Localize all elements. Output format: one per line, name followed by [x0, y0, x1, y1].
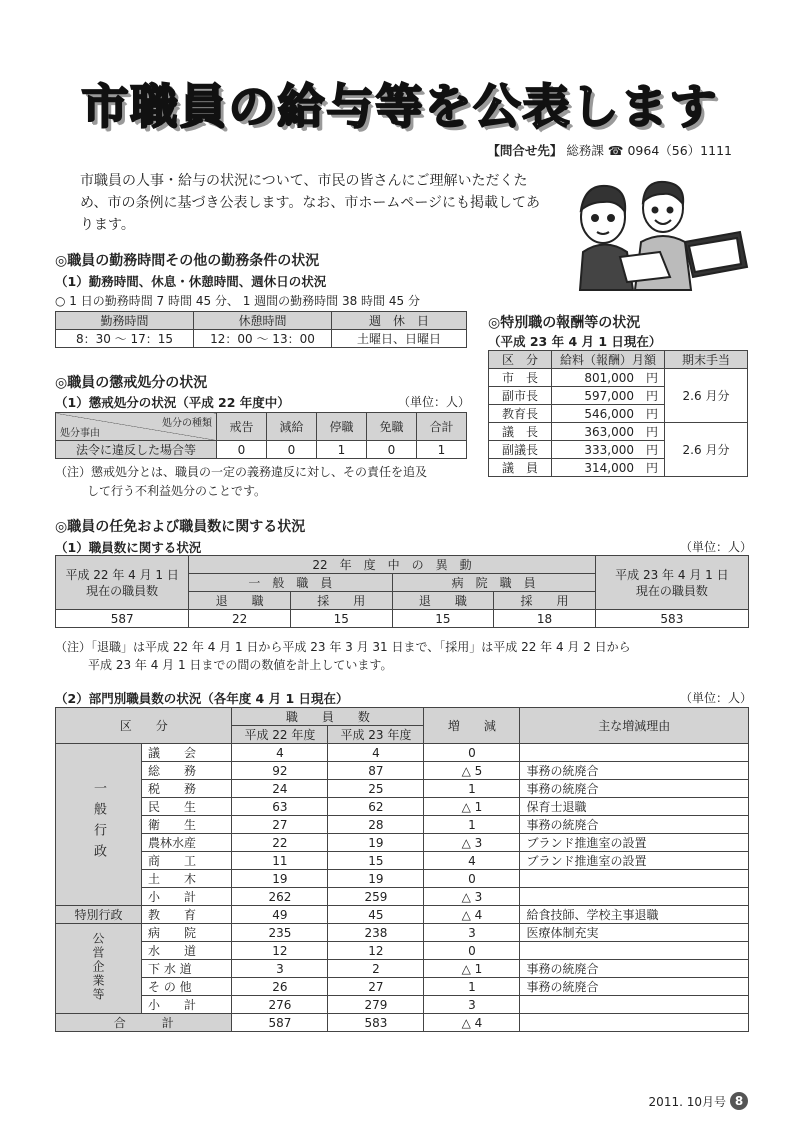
dept-diff: △ 3 — [424, 834, 520, 852]
value-total: 1 — [417, 441, 467, 459]
dept-fy23: 62 — [328, 798, 424, 816]
header-dept-class: 区 分 — [56, 708, 232, 744]
value-general-hire: 15 — [290, 610, 392, 628]
dept-name: 衛 生 — [142, 816, 232, 834]
dept-fy23: 15 — [328, 852, 424, 870]
dept-diff: 0 — [424, 942, 520, 960]
contact-dept: 総務課 — [566, 143, 604, 158]
dept-diff: 3 — [424, 996, 520, 1014]
total-fy22: 587 — [232, 1014, 328, 1032]
dept-name: 商 工 — [142, 852, 232, 870]
contact-phone: ☎ 0964（56）1111 — [607, 143, 732, 158]
total-diff: △ 4 — [424, 1014, 520, 1032]
value-start-count: 587 — [56, 610, 189, 628]
amount-mayor: 801,000 円 — [552, 369, 665, 387]
dept-fy22: 19 — [232, 870, 328, 888]
dept-diff: △ 1 — [424, 960, 520, 978]
header-staff-count: 職 員 数 — [232, 708, 424, 726]
header-fy22: 平成 22 年度 — [232, 726, 328, 744]
staff-heading: ◎職員の任免および職員数に関する状況 — [55, 519, 306, 535]
header-general-retire: 退 職 — [189, 592, 291, 610]
header-general-hire: 採 用 — [290, 592, 392, 610]
dept-reason — [520, 942, 749, 960]
dept-staff-table — [55, 707, 749, 1032]
dept-name: 病 院 — [142, 924, 232, 942]
dept-fy22: 235 — [232, 924, 328, 942]
header-hospital-staff: 病 院 職 員 — [392, 574, 595, 592]
dept-reason: 医療体制充実 — [520, 924, 749, 942]
table-row — [56, 906, 749, 924]
amount-deputy-mayor: 597,000 円 — [552, 387, 665, 405]
dept-name: 総 務 — [142, 762, 232, 780]
dept-reason: ブランド推進室の設置 — [520, 852, 749, 870]
row-label-superintendent: 教育長 — [489, 405, 552, 423]
value-hospital-retire: 15 — [392, 610, 494, 628]
dept-reason — [520, 744, 749, 762]
discipline-note-2: して行う不利益処分のことです。 — [87, 484, 267, 498]
header-work-hours: 勤務時間 — [56, 312, 194, 330]
dept-name: 税 務 — [142, 780, 232, 798]
staff-unit: （単位：人） — [680, 540, 753, 554]
corner-top-label: 処分の種類 — [162, 418, 212, 429]
discipline-heading: ◎職員の懲戒処分の状況 — [55, 375, 208, 391]
dept-reason — [520, 870, 749, 888]
dept-diff: 4 — [424, 852, 520, 870]
header-general-staff: 一 般 職 員 — [189, 574, 392, 592]
header-suspension: 停職 — [317, 413, 367, 441]
dept-reason: 給食技師、学校主事退職 — [520, 906, 749, 924]
dept-subheading: （2）部門別職員数の状況（各年度 4 月 1 日現在） — [55, 691, 349, 706]
table-row — [56, 924, 749, 942]
amount-chairman: 363,000 円 — [552, 423, 665, 441]
header-pay-cut: 減給 — [267, 413, 317, 441]
header-change: 22 年 度 中 の 異 動 — [189, 556, 595, 574]
total-row — [56, 1014, 749, 1032]
header-monthly-pay: 給料（報酬）月額 — [552, 351, 665, 369]
work-hours-table — [55, 311, 467, 348]
dept-fy23: 27 — [328, 978, 424, 996]
dept-reason — [520, 888, 749, 906]
discipline-corner — [56, 413, 217, 441]
page-footer — [649, 1092, 748, 1110]
dept-fy22: 262 — [232, 888, 328, 906]
dept-fy23: 12 — [328, 942, 424, 960]
dept-fy23: 87 — [328, 762, 424, 780]
dept-reason: 事務の統廃合 — [520, 816, 749, 834]
work-note: ○ 1 日の勤務時間 7 時間 45 分、 1 週間の勤務時間 38 時間 45 分 — [55, 294, 420, 308]
dept-fy22: 26 — [232, 978, 328, 996]
table-row — [56, 960, 749, 978]
dept-fy22: 49 — [232, 906, 328, 924]
header-end-count: 平成 23 年 4 月 1 日 現在の職員数 — [595, 556, 748, 610]
dept-diff: 0 — [424, 744, 520, 762]
page-number: 8 — [730, 1092, 748, 1110]
value-work-hours: 8：30 〜 17：15 — [56, 330, 194, 348]
dept-diff: △ 3 — [424, 888, 520, 906]
dept-name: 民 生 — [142, 798, 232, 816]
header-holidays: 週 休 日 — [332, 312, 467, 330]
group-public-label: 公営企業等 — [91, 932, 105, 1002]
header-total: 合計 — [417, 413, 467, 441]
dept-name: 小 計 — [142, 888, 232, 906]
dept-reason: 保育士退職 — [520, 798, 749, 816]
dept-diff: 3 — [424, 924, 520, 942]
dept-diff: 0 — [424, 870, 520, 888]
total-reason — [520, 1014, 749, 1032]
value-general-retire: 22 — [189, 610, 291, 628]
dept-reason: ブランド推進室の設置 — [520, 834, 749, 852]
table-row — [56, 888, 749, 906]
dept-name: 土 木 — [142, 870, 232, 888]
header-fy23: 平成 23 年度 — [328, 726, 424, 744]
bonus-council: 2.6 月分 — [665, 423, 748, 477]
value-break-time: 12：00 〜 13：00 — [194, 330, 332, 348]
dept-diff: △ 5 — [424, 762, 520, 780]
dept-name: 議 会 — [142, 744, 232, 762]
header-hospital-retire: 退 職 — [392, 592, 494, 610]
dept-fy23: 4 — [328, 744, 424, 762]
table-row — [56, 942, 749, 960]
dept-fy22: 24 — [232, 780, 328, 798]
header-dismissal: 免職 — [367, 413, 417, 441]
amount-vice-chairman: 333,000 円 — [552, 441, 665, 459]
dept-fy23: 259 — [328, 888, 424, 906]
group-special-admin: 特別行政 — [56, 906, 142, 924]
work-subheading: （1）勤務時間、休息・休憩時間、週休日の状況 — [55, 274, 327, 289]
dept-fy22: 11 — [232, 852, 328, 870]
dept-fy22: 27 — [232, 816, 328, 834]
discipline-unit: （単位：人） — [398, 395, 471, 409]
dept-diff: 1 — [424, 780, 520, 798]
value-suspension: 1 — [317, 441, 367, 459]
dept-reason: 事務の統廃合 — [520, 978, 749, 996]
contact-label: 【問合せ先】 — [487, 143, 563, 158]
amount-councilor: 314,000 円 — [552, 459, 665, 477]
dept-fy22: 63 — [232, 798, 328, 816]
staff-note-1: （注）「退職」は平成 22 年 4 月 1 日から平成 23 年 3 月 31 日まで、「採用」は平成 22 年 4 月 2 日から — [55, 640, 631, 654]
header-bonus: 期末手当 — [665, 351, 748, 369]
contact-info — [487, 141, 732, 159]
corner-bottom-label: 処分事由 — [60, 428, 100, 439]
table-row — [56, 798, 749, 816]
staff-count-table — [55, 555, 749, 628]
table-row — [56, 870, 749, 888]
discipline-subheading: （1）懲戒処分の状況（平成 22 年度中） — [55, 395, 290, 410]
dept-name: 小 計 — [142, 996, 232, 1014]
table-row — [56, 978, 749, 996]
dept-unit: （単位：人） — [680, 691, 753, 705]
row-label-vice-chairman: 副議長 — [489, 441, 552, 459]
table-row — [56, 744, 749, 762]
table-row — [56, 996, 749, 1014]
table-row — [56, 780, 749, 798]
dept-fy22: 4 — [232, 744, 328, 762]
header-hospital-hire: 採 用 — [494, 592, 596, 610]
table-row — [56, 852, 749, 870]
value-reprimand: 0 — [217, 441, 267, 459]
table-row — [56, 816, 749, 834]
dept-fy22: 276 — [232, 996, 328, 1014]
intro-text: 市職員の人事・給与の状況について、市民の皆さんにご理解いただくため、市の条例に基づき公表します。なお、市ホームページにも掲載してあります。 — [80, 173, 541, 233]
special-pay-table — [488, 350, 748, 477]
dept-reason: 事務の統廃合 — [520, 762, 749, 780]
row-label-violation: 法令に違反した場合等 — [56, 441, 217, 459]
row-label-mayor: 市 長 — [489, 369, 552, 387]
work-heading: ◎職員の勤務時間その他の勤務条件の状況 — [55, 253, 320, 269]
total-label: 合 計 — [56, 1014, 232, 1032]
dept-reason: 事務の統廃合 — [520, 780, 749, 798]
header-diff: 増 減 — [424, 708, 520, 744]
bonus-executives: 2.6 月分 — [665, 369, 748, 423]
staff-note-2: 平成 23 年 4 月 1 日までの間の数値を計上しています。 — [88, 658, 393, 672]
dept-fy23: 28 — [328, 816, 424, 834]
value-dismissal: 0 — [367, 441, 417, 459]
group-public-enterprise — [56, 924, 142, 1014]
dept-fy23: 19 — [328, 834, 424, 852]
dept-reason — [520, 996, 749, 1014]
group-general-admin — [56, 744, 142, 906]
dept-fy23: 279 — [328, 996, 424, 1014]
amount-superintendent: 546,000 円 — [552, 405, 665, 423]
dept-fy23: 19 — [328, 870, 424, 888]
header-class: 区 分 — [489, 351, 552, 369]
special-subheading: （平成 23 年 4 月 1 日現在） — [488, 334, 662, 349]
dept-name: 下 水 道 — [142, 960, 232, 978]
discipline-table — [55, 412, 467, 459]
dept-fy23: 2 — [328, 960, 424, 978]
dept-name: 農林水産 — [142, 834, 232, 852]
value-end-count: 583 — [595, 610, 748, 628]
value-hospital-hire: 18 — [494, 610, 596, 628]
header-break-time: 休憩時間 — [194, 312, 332, 330]
dept-name: そ の 他 — [142, 978, 232, 996]
dept-fy23: 45 — [328, 906, 424, 924]
issue-label: 2011. 10月号 — [648, 1094, 726, 1109]
header-reason: 主な増減理由 — [520, 708, 749, 744]
dept-diff: 1 — [424, 816, 520, 834]
staff-illustration — [565, 172, 750, 292]
row-label-councilor: 議 員 — [489, 459, 552, 477]
total-fy23: 583 — [328, 1014, 424, 1032]
dept-diff: △ 1 — [424, 798, 520, 816]
row-label-deputy-mayor: 副市長 — [489, 387, 552, 405]
header-reprimand: 戒告 — [217, 413, 267, 441]
table-row — [56, 834, 749, 852]
discipline-note-1: （注）懲戒処分とは、職員の一定の義務違反に対し、その責任を追及 — [55, 465, 428, 479]
value-pay-cut: 0 — [267, 441, 317, 459]
dept-fy23: 25 — [328, 780, 424, 798]
special-heading: ◎特別職の報酬等の状況 — [488, 315, 641, 331]
dept-name: 水 道 — [142, 942, 232, 960]
group-general-label: 一般行政 — [91, 781, 106, 865]
dept-fy22: 12 — [232, 942, 328, 960]
header-start-count: 平成 22 年 4 月 1 日 現在の職員数 — [56, 556, 189, 610]
dept-fy22: 22 — [232, 834, 328, 852]
value-holidays: 土曜日、日曜日 — [332, 330, 467, 348]
dept-fy23: 238 — [328, 924, 424, 942]
dept-diff: △ 4 — [424, 906, 520, 924]
row-label-chairman: 議 長 — [489, 423, 552, 441]
dept-fy22: 3 — [232, 960, 328, 978]
staff-subheading: （1）職員数に関する状況 — [55, 540, 202, 555]
table-row — [56, 762, 749, 780]
dept-fy22: 92 — [232, 762, 328, 780]
dept-reason: 事務の統廃合 — [520, 960, 749, 978]
dept-diff: 1 — [424, 978, 520, 996]
dept-name: 教 育 — [142, 906, 232, 924]
page-title: 市職員の給与等を公表します — [81, 80, 719, 135]
